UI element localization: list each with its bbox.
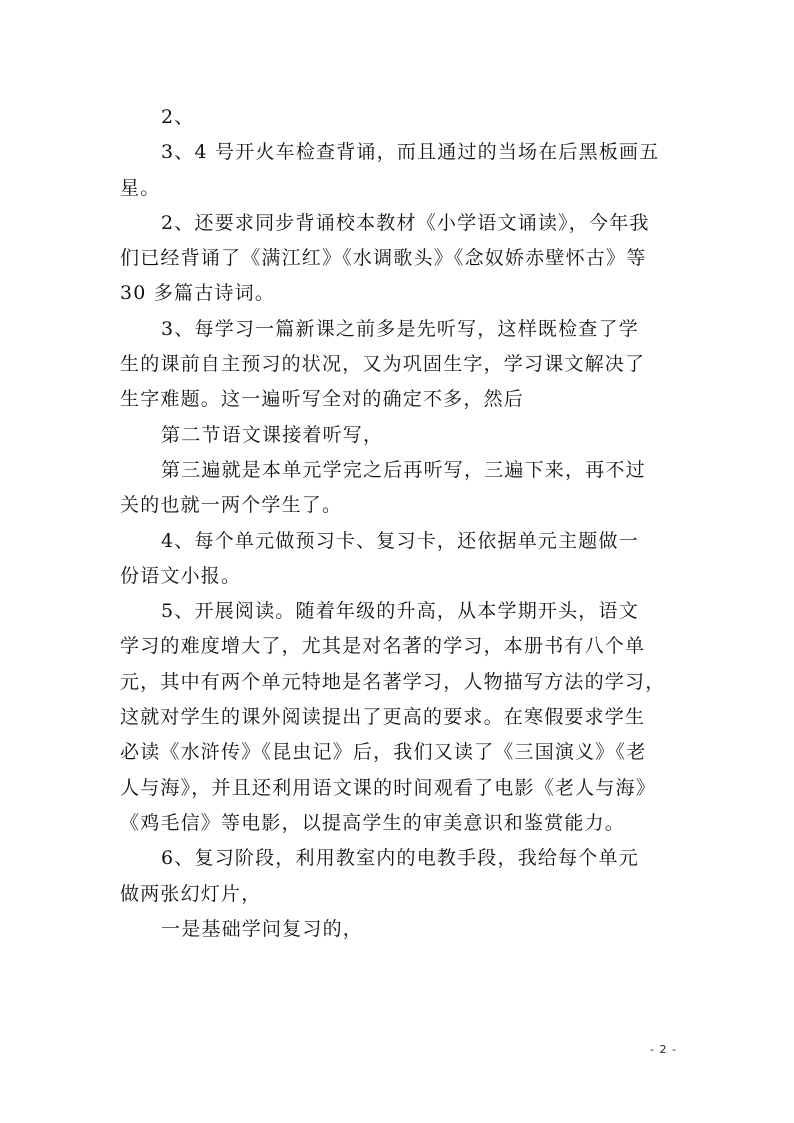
text-line: 人与海》，并且还利用语文课的时间观看了电影《老人与海》	[120, 776, 656, 799]
text-line: 元，其中有两个单元特地是名著学习，人物描写方法的学习，	[120, 670, 666, 693]
text-line: 《鸡毛信》等电影，以提高学生的审美意识和鉴赏能力。	[120, 811, 626, 834]
text-line: 5、开展阅读。随着年级的升高，从本学期开头，语文	[161, 600, 639, 623]
document-body	[120, 100, 680, 947]
text-line: 30 多篇古诗词。	[120, 282, 276, 305]
text-line: 3、每学习一篇新课之前多是先听写，这样既检查了学	[161, 317, 639, 340]
text-line: 2、	[161, 106, 195, 128]
text-line: 6、复习阶段，利用教室内的电教手段，我给每个单元	[161, 847, 639, 870]
page-number: - 2 -	[650, 1043, 677, 1056]
text-line: 3、4 号开火车检查背诵，而且通过的当场在后黑板画五	[161, 141, 660, 164]
text-line: 2、还要求同步背诵校本教材《小学语文诵读》，今年我	[161, 211, 650, 234]
text-line: 份语文小报。	[120, 564, 242, 587]
text-line: 4、每个单元做预习卡、复习卡，还依据单元主题做一	[161, 529, 639, 552]
text-line: 们已经背诵了《满江红》《水调歌头》《念奴娇赤壁怀古》等	[120, 247, 647, 270]
text-line: 学习的难度增大了，尤其是对名著的学习，本册书有八个单	[120, 635, 646, 658]
text-line: 关的也就一两个学生了。	[120, 494, 343, 517]
text-line: 生的课前自主预习的状况，又为巩固生字，学习课文解决了	[120, 353, 646, 376]
text-line: 必读《水浒传》《昆虫记》后，我们又读了《三国演义》《老	[120, 741, 647, 764]
text-line: 第二节语文课接着听写，	[161, 423, 384, 446]
text-line: 第三遍就是本单元学完之后再听写，三遍下来，再不过	[161, 458, 646, 481]
text-line: 这就对学生的课外阅读提出了更高的要求。在寒假要求学生	[120, 706, 646, 729]
text-line: 做两张幻灯片，	[120, 882, 262, 905]
text-line: 生字难题。这一遍听写全对的确定不多，然后	[120, 388, 525, 411]
text-line: 一是基础学问复习的，	[161, 917, 364, 940]
text-line: 星。	[120, 176, 161, 199]
